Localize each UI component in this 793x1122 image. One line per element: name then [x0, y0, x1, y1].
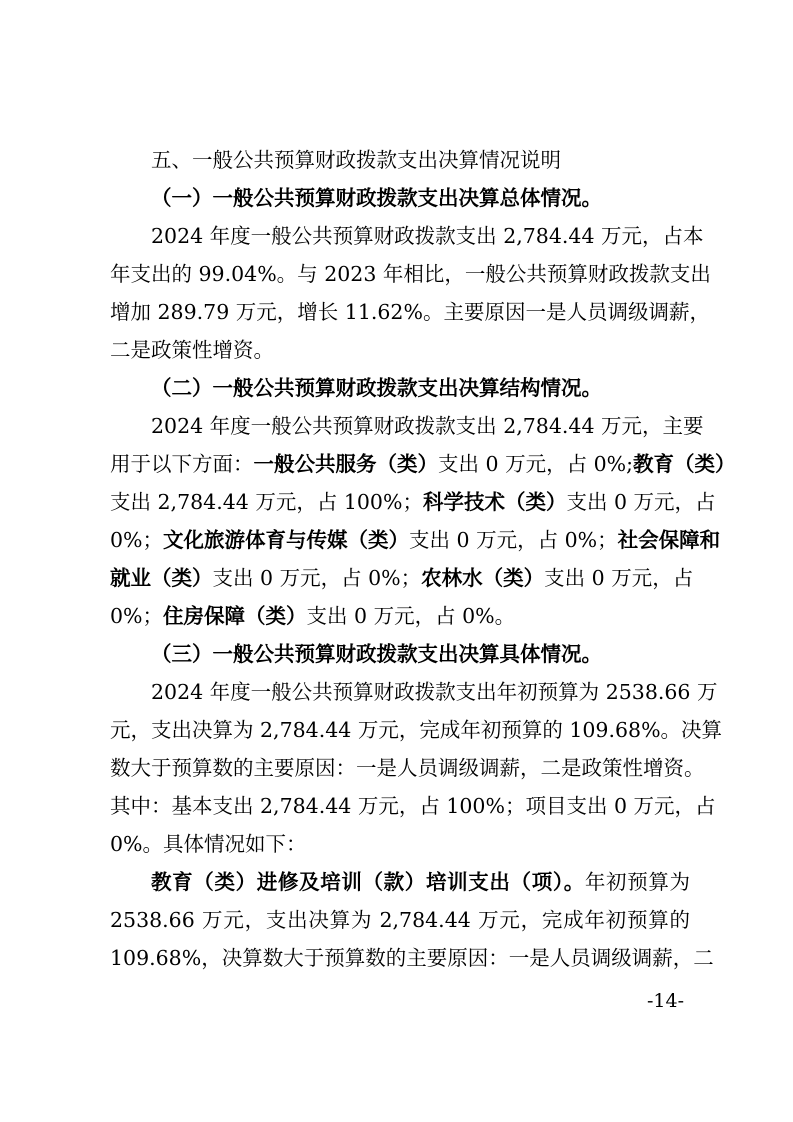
category-label: 就业（类） [110, 566, 213, 590]
category-label: 一般公共服务（类） [253, 452, 438, 476]
subsection-title-1: （一）一般公共预算财政拨款支出决算总体情况。 [151, 186, 602, 210]
text-run: 用于以下方面： [110, 452, 254, 476]
paragraph-line: 增加 289.79 万元，增长 11.62%。主要原因一是人员调级调薪， [110, 300, 710, 324]
category-label: 农林水（类） [421, 566, 545, 590]
paragraph-line: 2024 年度一般公共预算财政拨款支出 2,784.44 万元，主要 [151, 414, 704, 438]
paragraph-line: 数大于预算数的主要原因：一是人员调级调薪，二是政策性增资。 [110, 756, 705, 780]
section-heading: 五、一般公共预算财政拨款支出决算情况说明 [151, 148, 561, 172]
text-run: 支出 0 万元，占 0%。 [306, 604, 516, 628]
paragraph-line: 二是政策性增资。 [110, 338, 274, 362]
paragraph-line: 2024 年度一般公共预算财政拨款支出 2,784.44 万元，占本 [151, 224, 704, 248]
text-run: 年初预算为 [584, 870, 691, 894]
category-label: 文化旅游体育与传媒（类） [163, 528, 410, 552]
subsection-title-3: （三）一般公共预算财政拨款支出决算具体情况。 [151, 642, 602, 666]
document-body [110, 141, 736, 977]
subsection-title-2: （二）一般公共预算财政拨款支出决算结构情况。 [151, 376, 602, 400]
paragraph-line [110, 521, 721, 559]
paragraph-line [110, 445, 736, 483]
category-label: 住房保障（类） [163, 604, 307, 628]
text-run: 支出 0 万元，占 0%; [438, 452, 634, 476]
paragraph-line [110, 597, 690, 635]
page-number: -14- [647, 990, 685, 1012]
text-run: 支出 0 万元，占 0%； [409, 528, 618, 552]
paragraph-line: 2024 年度一般公共预算财政拨款支出年初预算为 2538.66 万 [151, 680, 718, 704]
paragraph-line: 元，支出决算为 2,784.44 万元，完成年初预算的 109.68%。决算 [110, 718, 723, 742]
category-label: 社会保障和 [617, 528, 721, 552]
text-run: 支出 0 万元，占 [544, 566, 694, 590]
paragraph-line [110, 559, 694, 597]
paragraph-line [110, 483, 716, 521]
item-title: 教育（类）进修及培训（款）培训支出（项）。 [151, 870, 585, 894]
paragraph-line: 其中：基本支出 2,784.44 万元，占 100%；项目支出 0 万元，占 [110, 794, 716, 818]
paragraph-line: 0%。具体情况如下： [110, 832, 307, 856]
paragraph-line [110, 863, 690, 901]
text-run: 支出 0 万元，占 0%； [212, 566, 422, 590]
text-run: 支出 2,784.44 万元，占 100%； [110, 490, 423, 514]
category-label: 教育（类） [633, 452, 736, 476]
text-run: 支出 0 万元，占 [566, 490, 716, 514]
paragraph-line: 年支出的 99.04%。与 2023 年相比，一般公共预算财政拨款支出 [110, 262, 711, 286]
text-run: 0%； [110, 604, 164, 628]
category-label: 科学技术（类） [422, 490, 567, 514]
paragraph-line: 2538.66 万元，支出决算为 2,784.44 万元，完成年初预算的 [110, 908, 690, 932]
text-run: 0%； [110, 528, 164, 552]
paragraph-line: 109.68%，决算数大于预算数的主要原因：一是人员调级调薪，二 [110, 946, 714, 970]
